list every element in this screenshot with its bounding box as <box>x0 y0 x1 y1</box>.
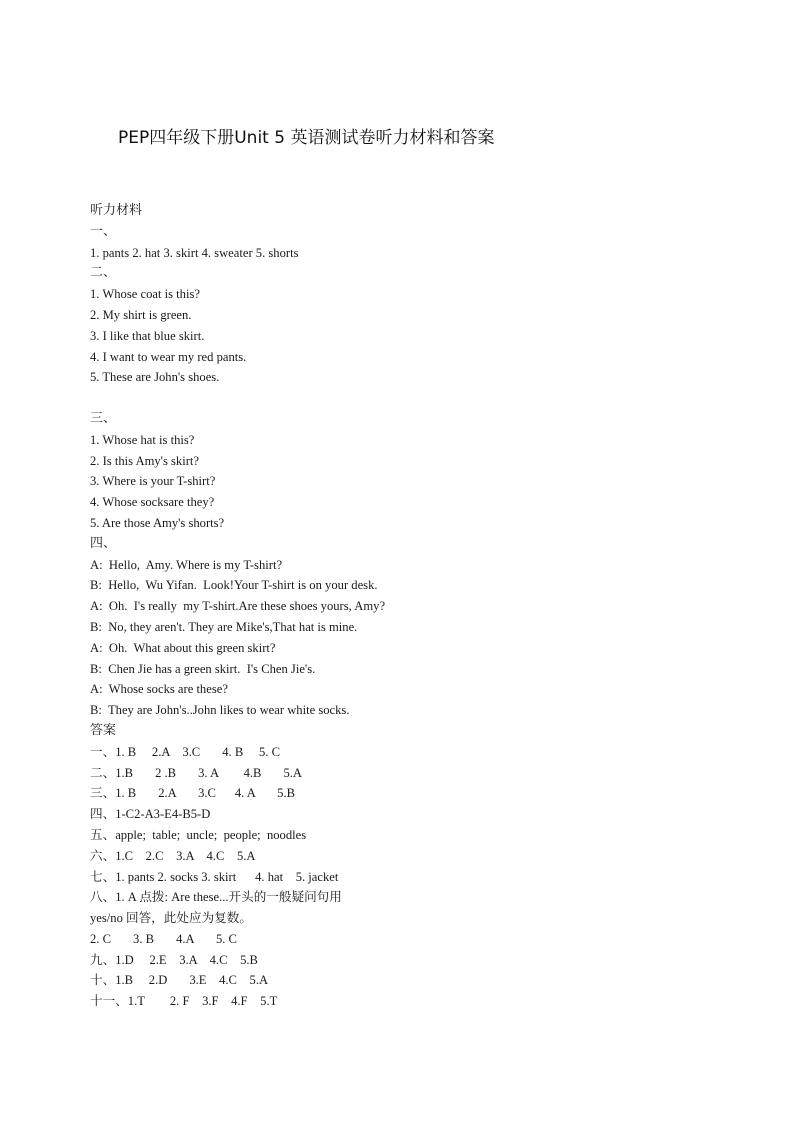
answer-line: 一、1. B 2.A 3.C 4. B 5. C <box>90 744 280 759</box>
listening-heading: 听力材料 <box>90 203 143 218</box>
dialogue-line: B: They are John's..John likes to wear white socks. <box>90 703 350 718</box>
dialogue-line: B: No, they aren't. They are Mike's,That hat is mine. <box>90 619 358 634</box>
section-3-line: 1. Whose hat is this? <box>90 432 195 447</box>
answer-line: yes/no 回答，此处应为复数。 <box>90 911 252 926</box>
section-3-line: 4. Whose socksare they? <box>90 495 215 510</box>
section-3-line: 2. Is this Amy's skirt? <box>90 453 199 468</box>
section-2-heading: 二、 <box>90 265 117 281</box>
document-body <box>90 201 750 1012</box>
section-2-line: 5. These are John's shoes. <box>90 370 220 385</box>
answer-line: 七、1. pants 2. socks 3. skirt 4. hat 5. jacket <box>90 869 339 884</box>
dialogue-line: B: Chen Jie has a green skirt. I's Chen Jie's. <box>90 661 316 676</box>
answer-line: 2. C 3. B 4.A 5. C <box>90 931 237 946</box>
answer-line: 三、1. B 2.A 3.C 4. A 5.B <box>90 786 296 801</box>
dialogue-line: A: Whose socks are these? <box>90 682 228 697</box>
answer-line: 四、1-C2-A3-E4-B5-D <box>90 807 211 822</box>
section-3-heading: 三、 <box>90 410 117 426</box>
section-4-heading: 四、 <box>90 535 117 551</box>
section-2-line: 1. Whose coat is this? <box>90 287 200 302</box>
document-title: PEP四年级下册Unit 5 英语测试卷听力材料和答案 <box>118 128 495 148</box>
section-3-line: 5. Are those Amy's shorts? <box>90 515 225 530</box>
answer-line: 十、1.B 2.D 3.E 4.C 5.A <box>90 973 269 988</box>
answers-heading: 答案 <box>90 722 117 738</box>
dialogue-line: A: Hello, Amy. Where is my T-shirt? <box>90 557 283 572</box>
section-2-line: 3. I like that blue skirt. <box>90 328 205 343</box>
section-1-words: 1. pants 2. hat 3. skirt 4. sweater 5. shorts <box>90 245 299 260</box>
dialogue-line: A: Oh. What about this green skirt? <box>90 640 276 655</box>
answer-line: 五、apple; table; uncle; people; noodles <box>90 827 307 842</box>
section-2-line: 2. My shirt is green. <box>90 307 192 322</box>
section-3-line: 3. Where is your T-shirt? <box>90 474 216 489</box>
answer-line: 十一、1.T 2. F 3.F 4.F 5.T <box>90 994 278 1009</box>
section-1-heading: 一、 <box>90 223 117 239</box>
answer-line: 六、1.C 2.C 3.A 4.C 5.A <box>90 848 256 863</box>
blank-line <box>90 388 750 409</box>
dialogue-line: A: Oh. I's really my T-shirt.Are these shoes yours, Amy? <box>90 599 386 614</box>
answer-line: 二、1.B 2 .B 3. A 4.B 5.A <box>90 765 303 780</box>
dialogue-line: B: Hello, Wu Yifan. Look!Your T-shirt is on your desk. <box>90 578 378 593</box>
section-2-line: 4. I want to wear my red pants. <box>90 349 247 364</box>
answer-line: 八、1. A 点拨: Are these...开头的一般疑问句用 <box>90 890 342 905</box>
answer-line: 九、1.D 2.E 3.A 4.C 5.B <box>90 952 258 967</box>
